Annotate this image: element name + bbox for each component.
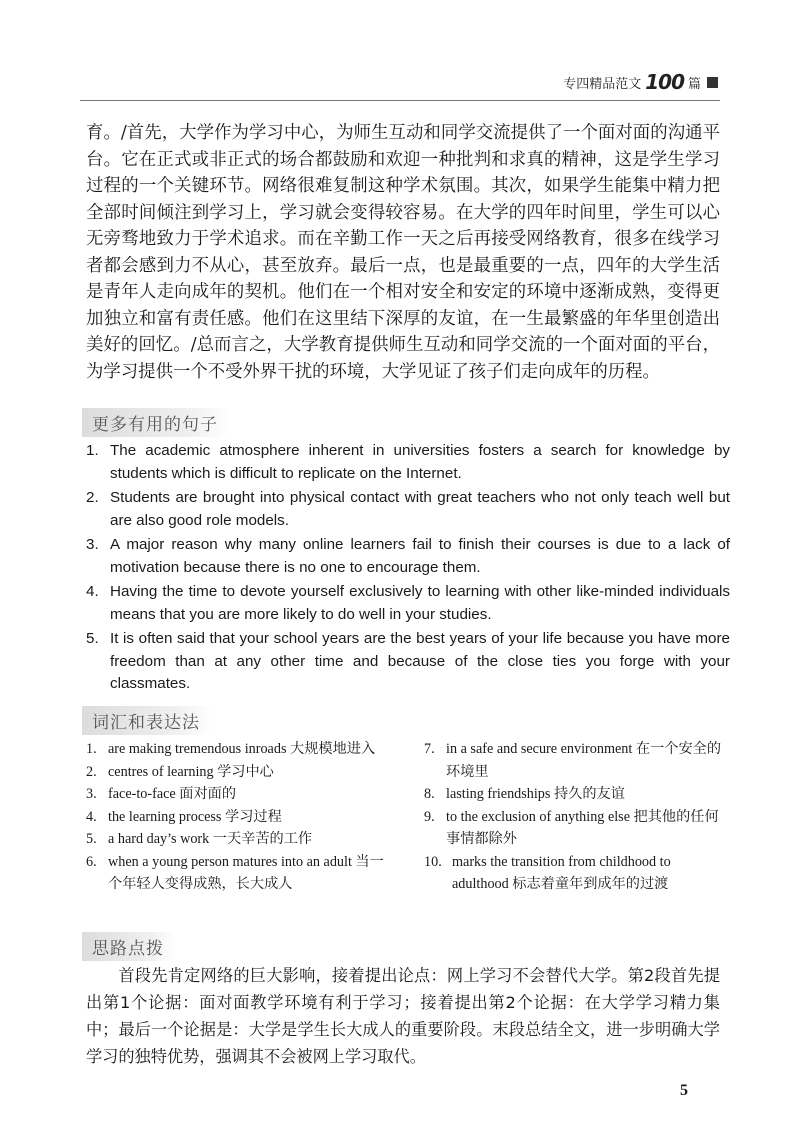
list-item bbox=[86, 581, 730, 626]
item-number: 8. bbox=[424, 786, 435, 802]
item-number: 2. bbox=[86, 763, 97, 780]
item-text: centres of learning 学习中心 bbox=[108, 763, 274, 780]
page-number: 5 bbox=[680, 1082, 688, 1099]
header-suffix: 篇 bbox=[687, 76, 701, 92]
list-item bbox=[86, 828, 386, 851]
item-text: lasting friendships 持久的友谊 bbox=[446, 786, 625, 802]
item-number: 5. bbox=[86, 630, 99, 647]
item-text: face-to-face 面对面的 bbox=[108, 786, 237, 802]
item-text: when a young person matures into an adult 当一个年轻人变得成熟，长大成人 bbox=[108, 853, 384, 892]
item-number: 3. bbox=[86, 536, 99, 553]
item-text: to the exclusion of anything else 把其他的任何事情都除外 bbox=[446, 808, 719, 847]
item-text: marks the transition from childhood to adulthood 标志着童年到成年的过渡 bbox=[452, 853, 671, 892]
vocabulary-list-right bbox=[424, 738, 728, 896]
item-number: 1. bbox=[86, 442, 99, 459]
item-number: 7. bbox=[424, 741, 435, 757]
item-text: The academic atmosphere inherent in universities fosters a search for knowledge by students which is difficult to replicate on the Internet. bbox=[110, 442, 730, 482]
item-number: 5. bbox=[86, 831, 97, 847]
item-text: in a safe and secure environment 在一个安全的环境里 bbox=[446, 741, 722, 780]
list-item bbox=[86, 440, 730, 485]
header-mark-icon bbox=[707, 77, 718, 88]
item-number: 10. bbox=[424, 853, 442, 870]
vocabulary-section-title: 词汇和表达法 bbox=[82, 706, 212, 735]
list-item bbox=[86, 806, 386, 829]
header-title: 专四精品范文 bbox=[563, 76, 642, 92]
item-text: a hard day’s work 一天辛苦的工作 bbox=[108, 831, 313, 847]
list-item bbox=[86, 761, 386, 784]
list-item bbox=[86, 851, 386, 896]
item-text: A major reason why many online learners fail to finish their courses is due to a lack of motivation because there is no one to encourage them. bbox=[110, 536, 730, 576]
item-text: Students are brought into physical contact with great teachers who not only teach well but are also good role models. bbox=[110, 489, 730, 529]
item-text: It is often said that your school years are the best years of your life because you have more freedom than at any other time and because of the close ties you forge with your classmates. bbox=[110, 630, 730, 692]
item-number: 4. bbox=[86, 808, 97, 825]
running-header bbox=[563, 70, 718, 94]
list-item bbox=[86, 534, 730, 579]
item-number: 4. bbox=[86, 583, 99, 600]
header-number: 100 bbox=[645, 70, 684, 94]
item-text: the learning process 学习过程 bbox=[108, 808, 282, 825]
sentences-section-title: 更多有用的句子 bbox=[82, 408, 230, 437]
essay-paragraph: 育。/首先，大学作为学习中心，为师生互动和同学交流提供了一个面对面的沟通平台。它在正式或非正式的场合都鼓励和欢迎一种批判和求真的精神，这是学生学习过程的一个关键环节。网络很难复制这种学术氛围。其次，如果学生能集中精力把全部时间倾注到学习上，学习就会变得较容易。在大学的四年时间里，学生可以心无旁骛地致力于学术追求。而在辛勤工作一天之后再接受网络教育，很多在线学习者都会感到力不从心，甚至放弃。最后一点，也是最重要的一点，四年的大学生活是青年人走向成年的契机。他们在一个相对安全和安定的环境中逐渐成熟，变得更加独立和富有责任感。他们在这里结下深厚的友谊，在一生最繁盛的年华里创造出美好的回忆。/总而言之，大学教育提供师生互动和同学交流的一个面对面的平台，为学习提供一个不受外界干扰的环境，大学见证了孩子们走向成年的历程。 bbox=[86, 123, 720, 382]
list-item bbox=[424, 783, 728, 806]
item-text: Having the time to devote yourself exclusively to learning with other like-minded individuals means that you are more likely to do well in your studies. bbox=[110, 583, 730, 623]
list-item bbox=[86, 628, 730, 696]
tips-paragraph: 首段先肯定网络的巨大影响，接着提出论点：网上学习不会替代大学。第2段首先提出第1个论据：面对面教学环境有利于学习；接着提出第2个论据：在大学学习精力集中；最后一个论据是：大学是学生长大成人的重要阶段。末段总结全文，进一步明确大学学习的独特优势，强调其不会被网上学习取代。 bbox=[86, 966, 720, 1066]
item-number: 9. bbox=[424, 808, 435, 825]
list-item bbox=[86, 487, 730, 532]
list-item bbox=[86, 783, 386, 806]
list-item bbox=[424, 806, 728, 851]
sentences-list bbox=[86, 440, 730, 698]
list-item bbox=[424, 738, 728, 783]
item-number: 1. bbox=[86, 741, 97, 757]
item-number: 6. bbox=[86, 853, 97, 870]
vocabulary-list-left bbox=[86, 738, 386, 896]
tips-section-title: 思路点拨 bbox=[82, 932, 176, 961]
item-number: 3. bbox=[86, 786, 97, 802]
list-item bbox=[86, 738, 386, 761]
header-divider bbox=[80, 100, 720, 101]
item-text: are making tremendous inroads 大规模地进入 bbox=[108, 741, 376, 757]
item-number: 2. bbox=[86, 489, 99, 506]
list-item bbox=[424, 851, 728, 896]
